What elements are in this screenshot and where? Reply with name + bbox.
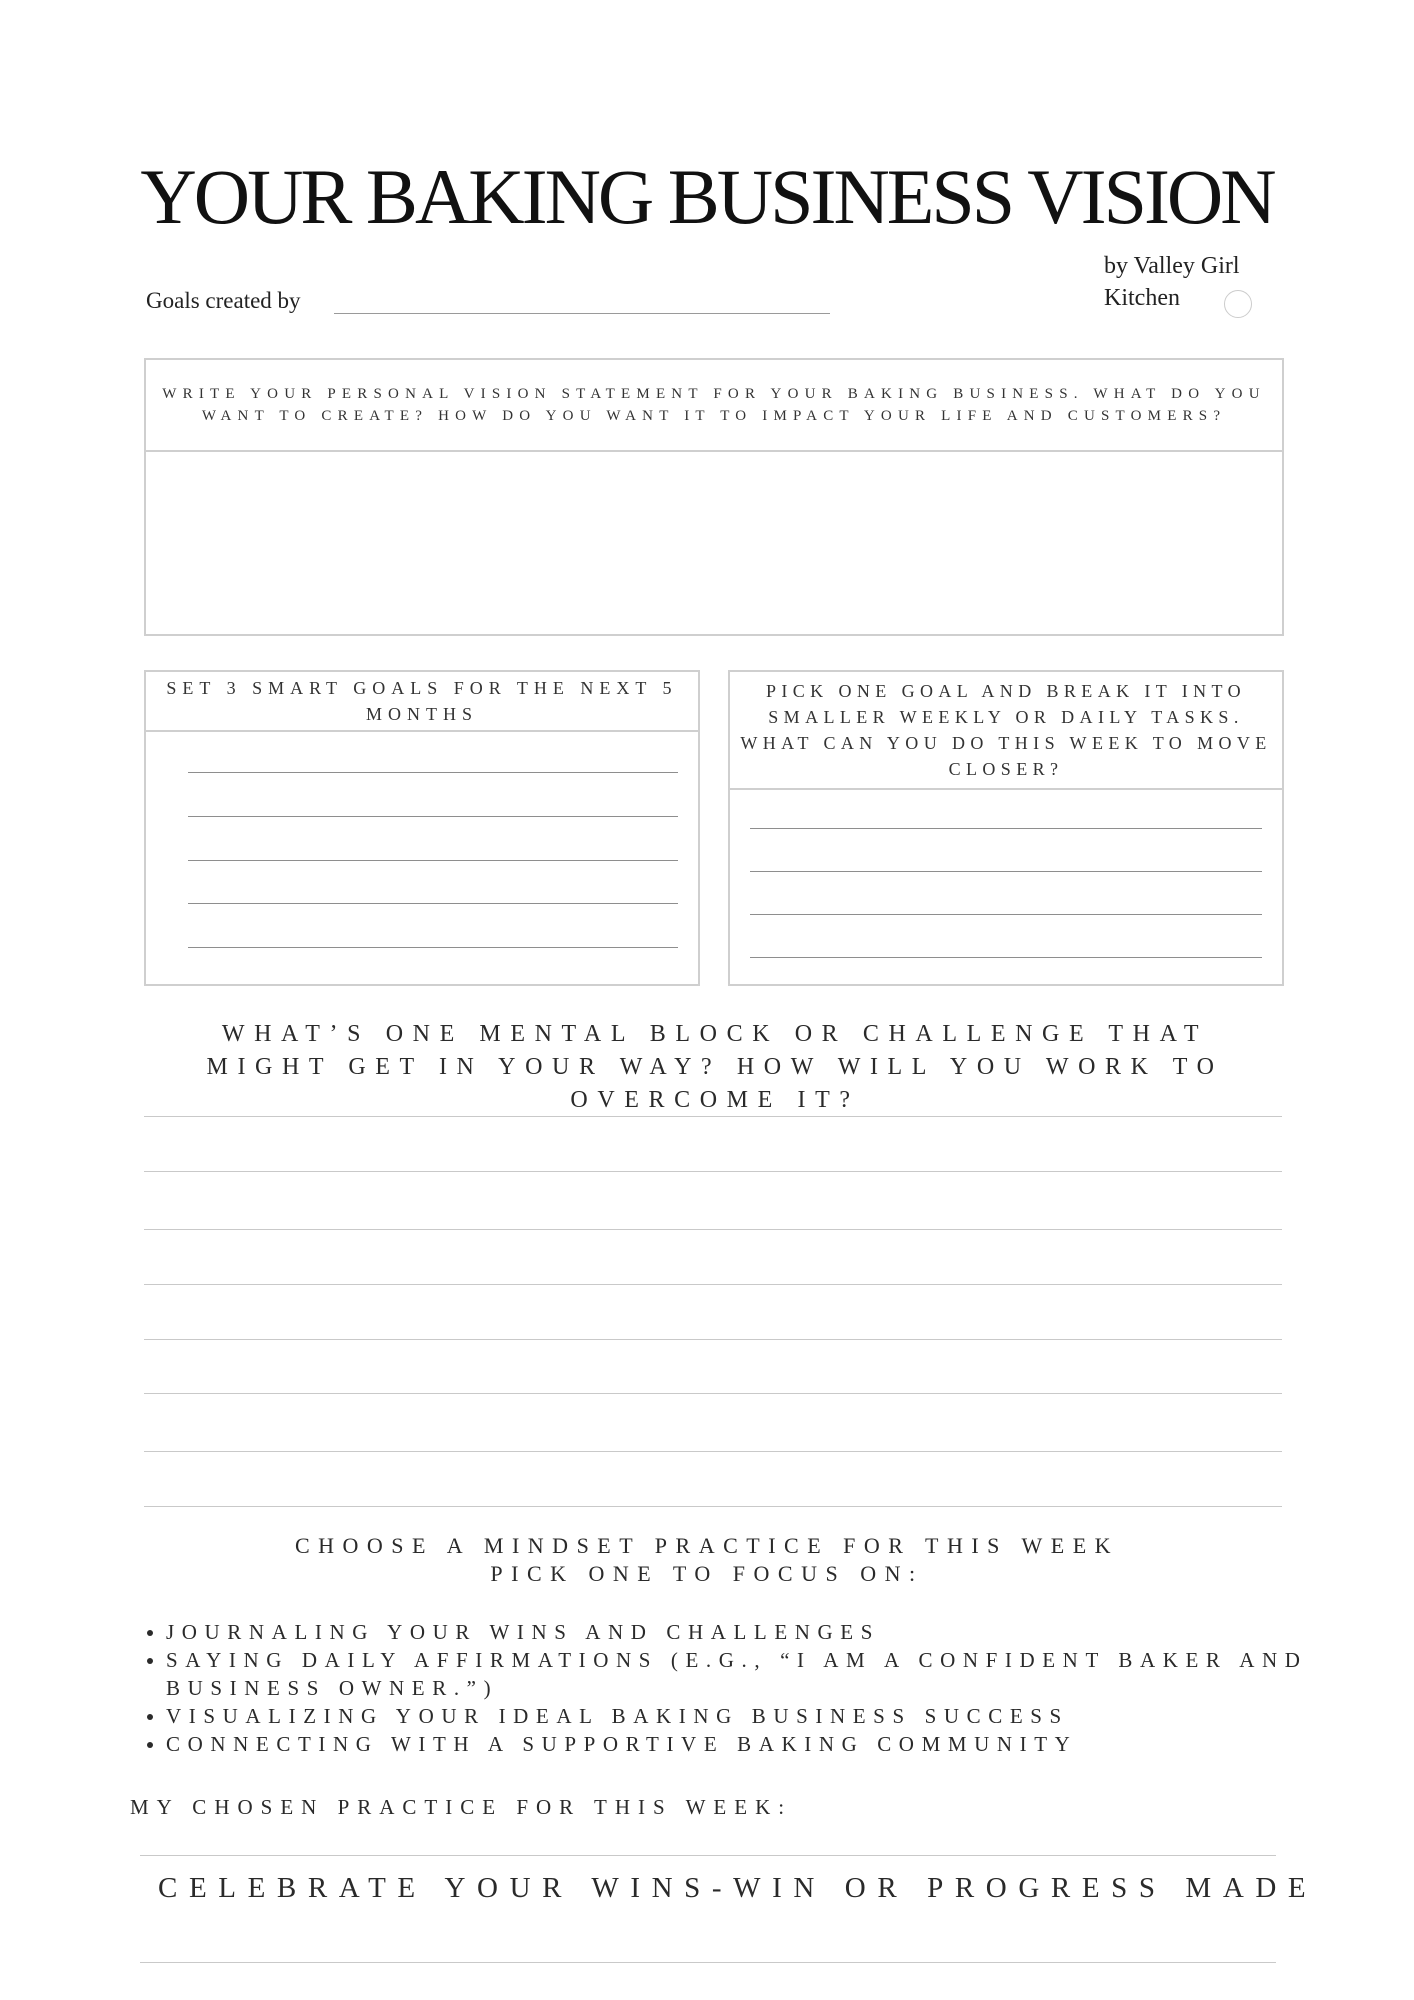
circle-mark [1224,290,1252,318]
chosen-practice-line[interactable] [140,1855,1276,1856]
mental-block-prompt: WHAT’S ONE MENTAL BLOCK OR CHALLENGE THAT MIGHT GET IN YOUR WAY? HOW WILL YOU WORK TO OVERCOME IT? [206,1021,1224,1113]
byline-line-2: Kitchen [1104,285,1180,311]
vision-statement-box[interactable] [144,358,1284,636]
writing-line[interactable] [144,1451,1282,1452]
byline [1104,250,1240,314]
writing-line[interactable] [144,1229,1282,1230]
writing-line[interactable] [144,1284,1282,1285]
writing-line[interactable] [188,947,678,948]
byline-line-1: by Valley Girl [1104,253,1240,279]
smart-goals-box[interactable] [144,670,700,986]
writing-line[interactable] [750,828,1262,829]
writing-line[interactable] [750,914,1262,915]
mindset-heading [0,1532,1414,1588]
writing-line[interactable] [750,871,1262,872]
writing-line[interactable] [750,957,1262,958]
list-item: • JOURNALING YOUR WINS AND CHALLENGES [166,1618,1326,1646]
smart-goals-prompt: SET 3 SMART GOALS FOR THE NEXT 5 MONTHS [146,672,698,732]
celebrate-line[interactable] [140,1962,1276,1963]
writing-line[interactable] [144,1116,1282,1117]
list-item: • VISUALIZING YOUR IDEAL BAKING BUSINESS SUCCESS [166,1702,1326,1730]
goals-created-by-line[interactable] [334,313,830,314]
writing-line[interactable] [144,1339,1282,1340]
writing-line[interactable] [144,1506,1282,1507]
writing-line[interactable] [144,1171,1282,1172]
writing-line[interactable] [188,816,678,817]
vision-statement-prompt: WRITE YOUR PERSONAL VISION STATEMENT FOR YOUR BAKING BUSINESS. WHAT DO YOU WANT TO CREATE? HOW DO YOU WANT IT TO IMPACT YOUR LIFE AND CUSTOMERS? [146,360,1282,452]
chosen-practice-label: MY CHOSEN PRACTICE FOR THIS WEEK: [130,1795,793,1819]
celebrate-heading: CELEBRATE YOUR WINS-WIN OR PROGRESS MADE [158,1872,1318,1904]
mindset-practice-list [136,1618,1326,1758]
mindset-heading-line-1: CHOOSE A MINDSET PRACTICE FOR THIS WEEK [294,1533,1120,1558]
writing-line[interactable] [144,1393,1282,1394]
writing-line[interactable] [188,860,678,861]
mindset-heading-line-2: PICK ONE TO FOCUS ON: [490,1561,924,1586]
writing-line[interactable] [188,772,678,773]
list-item: • SAYING DAILY AFFIRMATIONS (E.G., “I AM A CONFIDENT BAKER AND BUSINESS OWNER.”) [166,1646,1326,1702]
list-item: • CONNECTING WITH A SUPPORTIVE BAKING COMMUNITY [166,1730,1326,1758]
goals-created-by-label: Goals created by [146,288,301,313]
page-title: YOUR BAKING BUSINESS VISION [140,153,1274,240]
weekly-tasks-box[interactable] [728,670,1284,986]
weekly-tasks-prompt: PICK ONE GOAL AND BREAK IT INTO SMALLER WEEKLY OR DAILY TASKS. WHAT CAN YOU DO THIS WEEK TO MOVE CLOSER? [730,672,1282,790]
writing-line[interactable] [188,903,678,904]
